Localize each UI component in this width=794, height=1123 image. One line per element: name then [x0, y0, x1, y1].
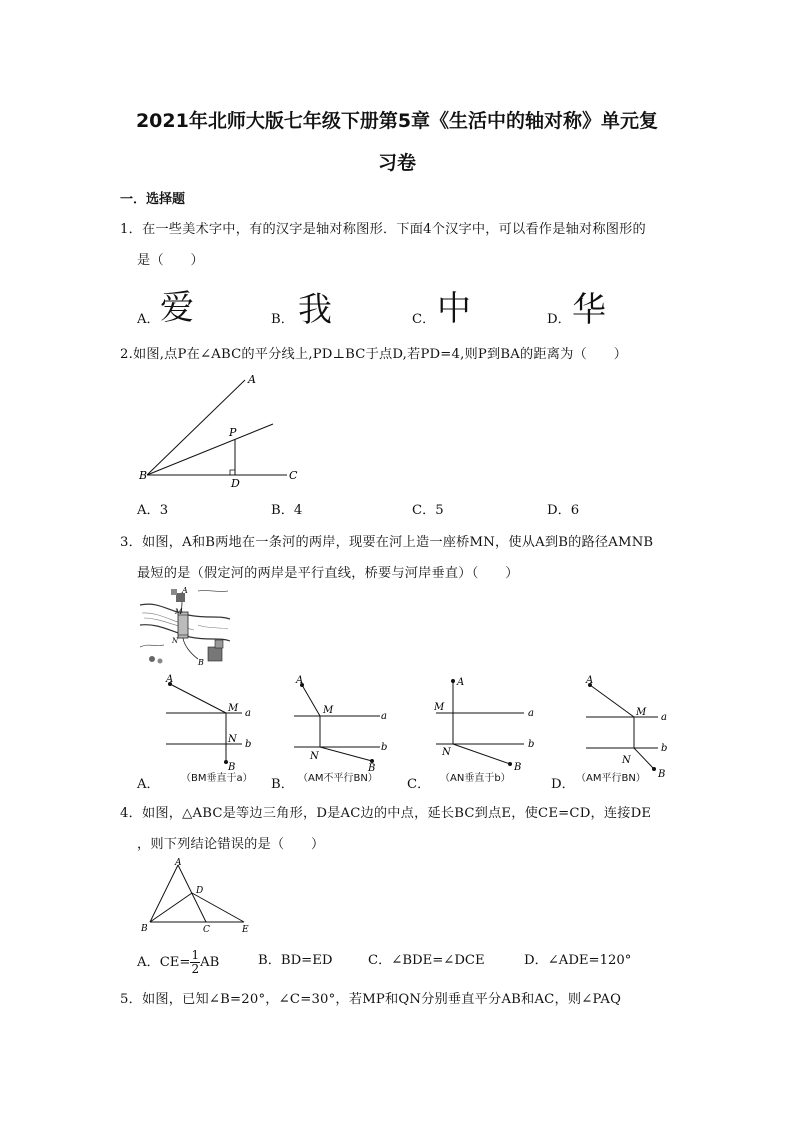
q3-option-b-caption: （AM不平行BN）	[298, 773, 378, 784]
q2-label-p: P	[229, 426, 237, 439]
q4-stem-line2: ，则下列结论错误的是（ ）	[137, 837, 325, 852]
q2-option-d[interactable]: D．6	[547, 503, 580, 518]
q3-option-b-figure	[288, 673, 392, 775]
page-title-line1: 2021年北师大版七年级下册第5章《生活中的轴对称》单元复	[135, 110, 659, 132]
q3-option-d-caption: （AM平行BN）	[576, 773, 646, 784]
q3-option-c-letter[interactable]: C．	[407, 777, 431, 792]
q1-stem-line1: 1．在一些美术字中，有的汉字是轴对称图形．下面4个汉字中，可以看作是轴对称图形的	[120, 222, 646, 237]
figure-label-b: B	[658, 769, 666, 780]
q1-option-c-char[interactable]: 中	[437, 289, 471, 329]
figure-label-b: B	[514, 762, 522, 773]
figure-label-b: b	[528, 739, 535, 750]
q3-stem-line2: 最短的是（假定河的两岸是平行直线，桥要与河岸垂直）（ ）	[137, 566, 519, 581]
q1-option-a-letter: A．	[137, 312, 160, 327]
q2-stem: 2.如图,点P在∠ABC的平分线上,PD⊥BC于点D,若PD=4,则P到BA的距离为（ ）	[120, 347, 628, 362]
figure-label-m: M	[228, 703, 239, 714]
q4-label-b: B	[141, 924, 148, 934]
figure-label-n: N	[622, 755, 631, 766]
figure-label-b: B	[228, 762, 236, 773]
figure-label-a: A	[586, 675, 594, 686]
q3-option-b-letter[interactable]: B．	[271, 777, 294, 792]
q2-label-c: C	[289, 469, 298, 482]
fraction-numerator: 1	[191, 948, 200, 962]
figure-label-b: b	[381, 742, 388, 753]
q4-option-a[interactable]	[137, 949, 219, 976]
q4-label-a: A	[175, 858, 182, 868]
q3-photo-label-n: N	[172, 637, 179, 645]
figure-label-n: N	[310, 751, 319, 762]
q3-stem-line1: 3．如图，A和B两地在一条河的两岸，现要在河上造一座桥MN，使从A到B的路径AMNB	[120, 535, 654, 550]
q1-option-b-char[interactable]: 我	[298, 290, 332, 330]
figure-label-b: b	[661, 743, 668, 754]
figure-label-m: M	[434, 702, 445, 713]
q3-option-a-letter[interactable]: A．	[137, 777, 160, 792]
q4-label-d: D	[196, 886, 204, 896]
q2-label-b: B	[139, 469, 148, 482]
q2-label-d: D	[231, 477, 240, 490]
q1-option-d-char[interactable]: 华	[572, 290, 606, 330]
q4-label-c: C	[203, 925, 210, 935]
q2-option-a[interactable]: A．3	[137, 503, 169, 518]
figure-label-n: N	[442, 747, 451, 758]
q3-option-c-figure	[428, 673, 540, 775]
q4-triangle-figure	[138, 856, 262, 938]
q4-option-a-suffix: AB	[200, 955, 220, 970]
q4-option-b[interactable]: B．BD=ED	[258, 953, 333, 968]
figure-label-a: A	[457, 677, 465, 688]
figure-label-n: N	[228, 734, 237, 745]
q4-stem-line1: 4．如图，△ABC是等边三角形，D是AC边的中点，延长BC到点E，使CE=CD，连接DE	[120, 806, 652, 821]
figure-label-a: a	[661, 712, 667, 723]
q4-label-e: E	[242, 925, 249, 935]
page-title-line2: 习卷	[377, 152, 416, 174]
q1-option-a-char[interactable]: 爱	[160, 288, 194, 328]
q3-photo-label-a: A	[182, 586, 188, 595]
q4-option-d[interactable]: D．∠ADE=120°	[524, 953, 632, 968]
figure-label-m: M	[323, 705, 334, 716]
q3-option-c-caption: （AN垂直于b）	[440, 773, 511, 784]
q3-option-a-figure	[160, 673, 264, 775]
figure-label-a: a	[245, 708, 251, 719]
q2-right-angle-mark	[230, 470, 235, 475]
q3-option-d-letter[interactable]: D．	[551, 777, 575, 792]
q4-option-a-fraction	[190, 949, 200, 976]
figure-label-b: B	[368, 763, 376, 774]
q1-option-d-letter: D．	[547, 312, 571, 327]
figure-label-b: b	[245, 739, 252, 750]
q4-option-a-prefix: A．CE=	[137, 955, 191, 970]
figure-label-a: A	[296, 675, 304, 686]
q2-bisector	[147, 424, 273, 475]
figure-label-a: a	[381, 711, 387, 722]
figure-label-a: A	[166, 674, 174, 685]
figure-label-m: M	[636, 707, 647, 718]
q5-stem-line1: 5．如图，已知∠B=20°，∠C=30°，若MP和QN分别垂直平分AB和AC，则∠PAQ	[120, 992, 622, 1007]
q3-photo-label-b: B	[198, 658, 204, 667]
q3-river-illustration	[138, 585, 232, 667]
q3-option-a-caption: （BM垂直于a）	[181, 773, 253, 784]
section-heading: 一．选择题	[120, 192, 186, 207]
q2-label-a: A	[248, 373, 256, 386]
q3-photo-label-m: M	[175, 608, 183, 616]
q4-option-c[interactable]: C．∠BDE=∠DCE	[368, 953, 485, 968]
q2-figure	[135, 370, 305, 492]
fraction-denominator: 2	[191, 962, 200, 976]
q3-option-d-figure	[578, 673, 678, 783]
q2-option-c[interactable]: C．5	[412, 503, 444, 518]
q1-option-b-letter: B．	[271, 312, 294, 327]
q2-option-b[interactable]: B．4	[271, 503, 303, 518]
q1-stem-line2: 是（ ）	[137, 253, 204, 268]
q1-option-c-letter: C．	[412, 312, 436, 327]
figure-label-a: a	[528, 708, 534, 719]
